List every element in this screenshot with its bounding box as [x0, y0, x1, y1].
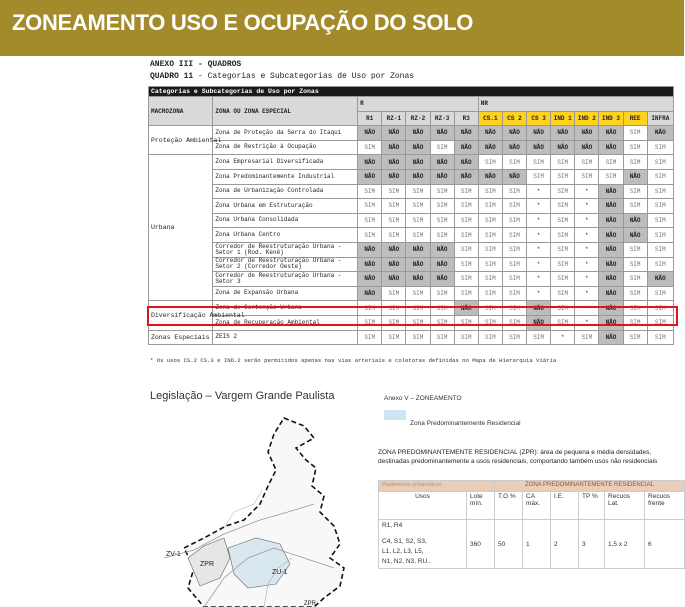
permission-cell: SIM	[502, 228, 526, 243]
permission-cell: SIM	[623, 155, 647, 170]
permission-cell: SIM	[623, 330, 647, 345]
permission-cell: SIM	[358, 330, 382, 345]
permission-cell: SIM	[358, 301, 382, 316]
permission-cell: NÃO	[647, 126, 673, 141]
permission-cell: SIM	[527, 169, 551, 184]
permission-cell: SIM	[551, 301, 575, 316]
permission-cell: SIM	[647, 228, 673, 243]
permission-cell: NÃO	[599, 315, 623, 330]
permission-cell: *	[527, 213, 551, 228]
permission-cell: SIM	[358, 228, 382, 243]
zona-cell: Zona Predominantemente Industrial	[213, 169, 358, 184]
zpr-header: Usos	[379, 492, 467, 520]
table-row	[149, 242, 674, 257]
permission-cell: NÃO	[623, 169, 647, 184]
permission-cell: SIM	[647, 184, 673, 199]
permission-cell: SIM	[623, 272, 647, 287]
permission-cell: SIM	[406, 184, 430, 199]
page-title: ZONEAMENTO USO E OCUPAÇÃO DO SOLO	[12, 10, 474, 35]
permission-cell: NÃO	[430, 272, 454, 287]
permission-cell: SIM	[406, 213, 430, 228]
column-header: IND 2	[575, 111, 599, 126]
permission-cell: NÃO	[430, 126, 454, 141]
permission-cell: SIM	[551, 184, 575, 199]
permission-cell: *	[575, 315, 599, 330]
permission-cell: SIM	[430, 140, 454, 155]
permission-cell: NÃO	[382, 257, 406, 272]
table-row	[149, 257, 674, 272]
table-footnote: * Os usos CS.2 CS.3 e IND.2 serão permitidos apenas nas vias arteriais e coletoras definidas no Mapa de Hierarquia Viária	[150, 357, 557, 364]
permission-cell: NÃO	[406, 140, 430, 155]
column-header: R3	[454, 111, 478, 126]
permission-cell: NÃO	[406, 242, 430, 257]
zpr-value: 2	[551, 520, 579, 569]
permission-cell: *	[575, 301, 599, 316]
permission-cell: *	[575, 286, 599, 301]
permission-cell: SIM	[551, 242, 575, 257]
permission-cell: NÃO	[358, 242, 382, 257]
permission-cell: *	[575, 184, 599, 199]
macrozona-cell: Zonas Especiais	[149, 330, 213, 345]
zpr-header: TP %	[579, 492, 605, 520]
permission-cell: SIM	[478, 286, 502, 301]
permission-cell: NÃO	[527, 315, 551, 330]
permission-cell: SIM	[358, 140, 382, 155]
permission-cell: NÃO	[358, 272, 382, 287]
permission-cell: NÃO	[551, 140, 575, 155]
permission-cell: SIM	[430, 228, 454, 243]
permission-cell: NÃO	[623, 213, 647, 228]
map-label: ZPR	[304, 601, 316, 607]
column-header: RZ-1	[382, 111, 406, 126]
permission-cell: *	[527, 228, 551, 243]
permission-cell: NÃO	[599, 330, 623, 345]
highlight-box	[147, 306, 678, 326]
permission-cell: SIM	[551, 213, 575, 228]
permission-cell: NÃO	[527, 126, 551, 141]
permission-cell: SIM	[502, 315, 526, 330]
permission-cell: SIM	[623, 199, 647, 214]
permission-cell: SIM	[647, 315, 673, 330]
permission-cell: NÃO	[502, 169, 526, 184]
permission-cell: NÃO	[406, 257, 430, 272]
permission-cell: SIM	[454, 272, 478, 287]
permission-cell: NÃO	[382, 169, 406, 184]
permission-cell: SIM	[454, 315, 478, 330]
annex-v-label: Anexo V – ZONEAMENTO	[384, 395, 462, 402]
zona-cell: ZEIS 2	[213, 330, 358, 345]
zona-cell: Corredor de Reestruturação Urbana - Setor 3	[213, 272, 358, 287]
zona-cell: Zona de Urbanização Controlada	[213, 184, 358, 199]
macrozona-cell: Urbana	[149, 155, 213, 301]
column-header: RZ-3	[430, 111, 454, 126]
permission-cell: SIM	[647, 213, 673, 228]
zona-cell: Zona Urbana em Estruturação	[213, 199, 358, 214]
permission-cell: NÃO	[599, 126, 623, 141]
permission-cell: SIM	[478, 228, 502, 243]
permission-cell: SIM	[623, 286, 647, 301]
usos-line: N1, N2, N3, RU..	[382, 558, 431, 565]
zpr-header: Recuos frente	[645, 492, 685, 520]
legend-swatch	[384, 410, 406, 420]
permission-cell: SIM	[406, 315, 430, 330]
permission-cell: SIM	[478, 155, 502, 170]
table-row	[149, 330, 674, 345]
permission-cell: SIM	[575, 169, 599, 184]
permission-cell: SIM	[502, 184, 526, 199]
permission-cell: SIM	[358, 213, 382, 228]
permission-cell: NÃO	[406, 126, 430, 141]
permission-cell: SIM	[551, 272, 575, 287]
permission-cell: SIM	[382, 315, 406, 330]
permission-cell: NÃO	[406, 169, 430, 184]
column-header: IND 1	[551, 111, 575, 126]
permission-cell: SIM	[623, 242, 647, 257]
permission-cell: SIM	[647, 330, 673, 345]
permission-cell: SIM	[502, 286, 526, 301]
permission-cell: SIM	[623, 315, 647, 330]
permission-cell: SIM	[647, 140, 673, 155]
permission-cell: SIM	[358, 184, 382, 199]
permission-cell: SIM	[478, 184, 502, 199]
band-right: ZONA PREDOMINANTEMENTE RESIDENCIAL	[495, 481, 685, 492]
permission-cell: SIM	[430, 213, 454, 228]
permission-cell: SIM	[406, 330, 430, 345]
permission-cell: NÃO	[358, 169, 382, 184]
permission-cell: SIM	[430, 330, 454, 345]
permission-cell: NÃO	[527, 140, 551, 155]
permission-cell: *	[575, 199, 599, 214]
permission-cell: NÃO	[599, 228, 623, 243]
macrozona-header: MACROZONA	[149, 97, 213, 126]
title-banner	[0, 0, 684, 56]
permission-cell: SIM	[382, 199, 406, 214]
permission-cell: SIM	[382, 184, 406, 199]
permission-cell: SIM	[647, 257, 673, 272]
quadro-caption	[150, 72, 414, 81]
zpr-value: 3	[579, 520, 605, 569]
permission-cell: *	[575, 228, 599, 243]
permission-cell: SIM	[478, 199, 502, 214]
zpr-value: 1	[523, 520, 551, 569]
usos-line: L1, L2, L3, L5,	[382, 548, 424, 555]
permission-cell: NÃO	[358, 257, 382, 272]
map-label: ZU-1	[272, 569, 288, 576]
permission-cell: NÃO	[478, 140, 502, 155]
quadro-label: QUADRO 11	[150, 72, 194, 81]
permission-cell: NÃO	[575, 126, 599, 141]
table-row	[149, 272, 674, 287]
permission-cell: NÃO	[454, 140, 478, 155]
macrozona-cell: Proteção Ambiental	[149, 126, 213, 155]
permission-cell: SIM	[454, 184, 478, 199]
permission-cell: NÃO	[599, 213, 623, 228]
table-row	[149, 228, 674, 243]
zpr-parameters-table	[378, 480, 685, 569]
permission-cell: NÃO	[599, 272, 623, 287]
zona-cell: Zona Urbana Centro	[213, 228, 358, 243]
column-header: CS 3	[527, 111, 551, 126]
permission-cell: SIM	[647, 199, 673, 214]
permission-cell: SIM	[502, 155, 526, 170]
table-title: Categorias e Subcategorias de Uso por Zonas	[149, 87, 674, 97]
usos-line: C4, S1, S2, S3,	[382, 538, 427, 545]
permission-cell: SIM	[502, 242, 526, 257]
permission-cell: NÃO	[502, 126, 526, 141]
table-row	[149, 169, 674, 184]
permission-cell: SIM	[551, 155, 575, 170]
zoning-map	[164, 408, 360, 607]
permission-cell: NÃO	[647, 272, 673, 287]
permission-cell: SIM	[647, 286, 673, 301]
permission-cell: NÃO	[430, 155, 454, 170]
permission-cell: SIM	[502, 199, 526, 214]
permission-cell: SIM	[551, 257, 575, 272]
permission-cell: SIM	[478, 315, 502, 330]
permission-cell: NÃO	[551, 126, 575, 141]
zpr-value: 1,5 x 2	[605, 520, 645, 569]
legend-label: Zona Predominantemente Residencial	[410, 420, 521, 427]
zpr-header: T.O %	[495, 492, 523, 520]
permission-cell: SIM	[454, 199, 478, 214]
permission-cell: *	[575, 213, 599, 228]
permission-cell: SIM	[454, 228, 478, 243]
permission-cell: SIM	[599, 169, 623, 184]
permission-cell: SIM	[623, 301, 647, 316]
zona-cell: Zona de Recuperação Ambiental	[213, 315, 358, 330]
permission-cell: SIM	[454, 242, 478, 257]
permission-cell: *	[575, 257, 599, 272]
permission-cell: NÃO	[478, 169, 502, 184]
permission-cell: SIM	[599, 155, 623, 170]
permission-cell: SIM	[623, 184, 647, 199]
permission-cell: SIM	[430, 315, 454, 330]
permission-cell: SIM	[478, 272, 502, 287]
permission-cell: NÃO	[382, 155, 406, 170]
permission-cell: NÃO	[478, 126, 502, 141]
permission-cell: SIM	[647, 155, 673, 170]
column-header: INFRA	[647, 111, 673, 126]
permission-cell: SIM	[647, 169, 673, 184]
permission-cell: SIM	[478, 213, 502, 228]
permission-cell: SIM	[623, 126, 647, 141]
permission-cell: SIM	[430, 286, 454, 301]
permission-cell: SIM	[454, 257, 478, 272]
permission-cell: SIM	[551, 286, 575, 301]
permission-cell: NÃO	[599, 199, 623, 214]
permission-cell: NÃO	[599, 286, 623, 301]
permission-cell: SIM	[406, 199, 430, 214]
macrozona-cell: Diversificação Ambiental	[149, 301, 213, 330]
permission-cell: NÃO	[430, 242, 454, 257]
quadro-title: - Categorias e Subcategorias de Uso por Zonas	[198, 72, 415, 81]
zona-cell: Zona de Contenção Urbana	[213, 301, 358, 316]
permission-cell: NÃO	[454, 155, 478, 170]
permission-cell: SIM	[478, 257, 502, 272]
permission-cell: NÃO	[454, 126, 478, 141]
permission-cell: *	[527, 272, 551, 287]
permission-cell: SIM	[382, 228, 406, 243]
zona-cell: Corredor de Reestruturação Urbana - Setor 2 (Corredor Oeste)	[213, 257, 358, 272]
zpr-value: 50	[495, 520, 523, 569]
permission-cell: SIM	[502, 213, 526, 228]
zpr-header: I.E.	[551, 492, 579, 520]
zpr-description: ZONA PREDOMINANTEMENTE RESIDENCIAL (ZPR): área de pequena e média densidades, destinadas predominantemente a usos residenciais, comportando também usos não residenciais	[378, 449, 658, 465]
band-left: Parâmetros urbanísticos	[379, 481, 495, 492]
permission-cell: SIM	[406, 286, 430, 301]
permission-cell: SIM	[551, 315, 575, 330]
column-header: CS.1	[478, 111, 502, 126]
permission-cell: SIM	[623, 140, 647, 155]
permission-cell: NÃO	[430, 169, 454, 184]
permission-cell: SIM	[575, 155, 599, 170]
permission-cell: *	[575, 272, 599, 287]
permission-cell: SIM	[502, 301, 526, 316]
permission-cell: NÃO	[599, 257, 623, 272]
zona-cell: Corredor de Reestruturação Urbana - Setor 1 (Rod. Kenê)	[213, 242, 358, 257]
annex-label: ANEXO III - QUADROS	[150, 60, 242, 69]
permission-cell: NÃO	[623, 228, 647, 243]
permission-cell: SIM	[406, 301, 430, 316]
group-r-header: R	[358, 97, 479, 112]
zpr-value: 6	[645, 520, 685, 569]
zona-cell: Zona de Expansão Urbana	[213, 286, 358, 301]
permission-cell: NÃO	[502, 140, 526, 155]
permission-cell: SIM	[430, 184, 454, 199]
permission-cell: SIM	[478, 330, 502, 345]
zpr-header: CA máx.	[523, 492, 551, 520]
permission-cell: SIM	[478, 301, 502, 316]
permission-cell: *	[527, 199, 551, 214]
permission-cell: SIM	[358, 199, 382, 214]
permission-cell: SIM	[358, 315, 382, 330]
permission-cell: SIM	[430, 199, 454, 214]
permission-cell: *	[527, 242, 551, 257]
permission-cell: SIM	[551, 199, 575, 214]
column-header: RZ-2	[406, 111, 430, 126]
group-nr-header: NR	[478, 97, 673, 112]
map-label: ZPR	[200, 561, 214, 568]
permission-cell: SIM	[502, 272, 526, 287]
permission-cell: NÃO	[454, 301, 478, 316]
permission-cell: NÃO	[454, 169, 478, 184]
permission-cell: *	[527, 257, 551, 272]
permission-cell: NÃO	[599, 242, 623, 257]
zpr-header: Lote mín.	[467, 492, 495, 520]
zona-header: ZONA OU ZONA ESPECIAL	[213, 97, 358, 126]
permission-cell: NÃO	[599, 301, 623, 316]
zona-cell: Zona de Restrição à Ocupação	[213, 140, 358, 155]
table-row	[149, 286, 674, 301]
permission-cell: NÃO	[599, 184, 623, 199]
permission-cell: SIM	[454, 213, 478, 228]
permission-cell: NÃO	[382, 272, 406, 287]
permission-cell: SIM	[382, 330, 406, 345]
column-header: CS 2	[502, 111, 526, 126]
permission-cell: *	[527, 286, 551, 301]
permission-cell: SIM	[575, 330, 599, 345]
permission-cell: NÃO	[382, 242, 406, 257]
usos-line: R1, R4	[382, 522, 403, 529]
permission-cell: NÃO	[382, 126, 406, 141]
permission-cell: NÃO	[382, 140, 406, 155]
permission-cell: NÃO	[358, 126, 382, 141]
permission-cell: SIM	[647, 301, 673, 316]
permission-cell: SIM	[527, 330, 551, 345]
group-header-row	[149, 97, 674, 112]
permission-cell: SIM	[382, 286, 406, 301]
permission-cell: NÃO	[406, 155, 430, 170]
permission-cell: NÃO	[527, 301, 551, 316]
permission-cell: NÃO	[575, 140, 599, 155]
map-label: ZV-1	[166, 551, 181, 558]
table-row	[149, 184, 674, 199]
zona-cell: Zona Urbana Consolidada	[213, 213, 358, 228]
table-title-row	[149, 87, 674, 97]
table-row	[149, 199, 674, 214]
permission-cell: SIM	[454, 286, 478, 301]
permission-cell: SIM	[382, 301, 406, 316]
permission-cell: SIM	[551, 169, 575, 184]
permission-cell: SIM	[502, 330, 526, 345]
permission-cell: SIM	[647, 242, 673, 257]
permission-cell: SIM	[623, 257, 647, 272]
permission-cell: SIM	[430, 301, 454, 316]
permission-cell: SIM	[454, 330, 478, 345]
table-row	[149, 213, 674, 228]
permission-cell: SIM	[406, 228, 430, 243]
permission-cell: NÃO	[358, 286, 382, 301]
zpr-value: 360	[467, 520, 495, 569]
permission-cell: SIM	[551, 228, 575, 243]
legislacao-title: Legislação – Vargem Grande Paulista	[150, 390, 335, 402]
table-row	[149, 155, 674, 170]
column-header: R1	[358, 111, 382, 126]
zpr-header: Recuos Lat.	[605, 492, 645, 520]
permission-cell: *	[575, 242, 599, 257]
permission-cell: *	[551, 330, 575, 345]
permission-cell: SIM	[478, 242, 502, 257]
zpr-usos-cell	[379, 520, 467, 569]
table-row	[149, 126, 674, 141]
permission-cell: SIM	[527, 155, 551, 170]
permission-cell: NÃO	[358, 155, 382, 170]
permission-cell: NÃO	[406, 272, 430, 287]
permission-cell: SIM	[502, 257, 526, 272]
permission-cell: NÃO	[599, 140, 623, 155]
permission-cell: *	[527, 184, 551, 199]
table-row	[149, 140, 674, 155]
permission-cell: NÃO	[430, 257, 454, 272]
permission-cell: SIM	[382, 213, 406, 228]
column-header: IND 3	[599, 111, 623, 126]
column-header: REE	[623, 111, 647, 126]
zona-cell: Zona de Proteção da Serra do Itaqui	[213, 126, 358, 141]
zona-cell: Zona Empresarial Diversificada	[213, 155, 358, 170]
